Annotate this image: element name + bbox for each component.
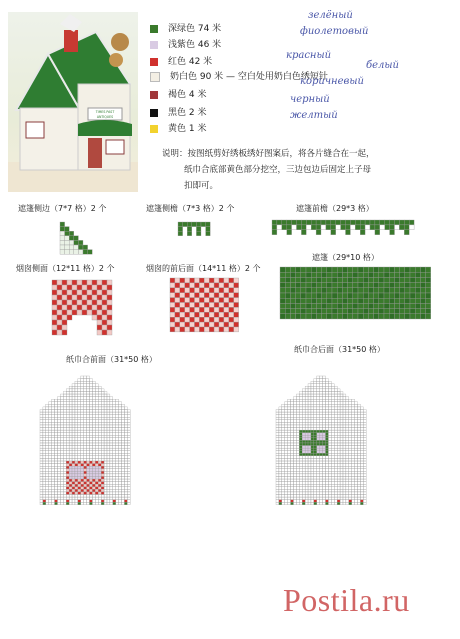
chimney-side-chart	[52, 280, 112, 335]
awning-side-chart	[60, 222, 92, 254]
handwritten-note: желтый	[290, 110, 338, 121]
handwritten-note: фиолетовый	[300, 26, 369, 37]
awning-side-label: 遮篷侧边（7*7 格）2 个	[18, 204, 107, 213]
legend-label: 红色 42 米	[168, 57, 213, 67]
awning-label: 遮篷（29*10 格）	[312, 253, 379, 262]
svg-text:TIMES PAST: TIMES PAST	[95, 110, 115, 114]
handwritten-note: красный	[286, 50, 332, 61]
legend-label: 奶白色 90 米 — 空白处用奶白色绣短针	[170, 72, 328, 82]
handwritten-note: зелёный	[308, 10, 353, 21]
chimney-side-label: 烟囱侧面（12*11 格）2 个	[16, 264, 115, 273]
legend-label: 深绿色 74 米	[168, 24, 222, 34]
awning-front-eave-label: 遮篷前檐（29*3 格）	[296, 204, 374, 213]
legend-label: 褐色 4 米	[168, 90, 207, 100]
chimney-front-back-chart	[170, 278, 239, 332]
handwritten-note: коричневый	[300, 76, 364, 87]
svg-text:ANTIQUES: ANTIQUES	[96, 115, 114, 119]
back-panel-chart	[276, 376, 366, 505]
back-panel-label: 纸巾合后面（31*50 格）	[294, 345, 385, 354]
chimney-front-back-label: 烟囱的前后面（14*11 格）2 个	[146, 264, 261, 273]
handwritten-note: черный	[290, 94, 330, 105]
instructions-line-2: 纸巾合底部黄色部分挖空，三边包边后固定上子母	[184, 165, 372, 175]
watermark: Postila.ru	[283, 582, 410, 618]
instructions-line-3: 扣即可。	[184, 181, 219, 191]
front-panel-chart	[40, 376, 130, 505]
awning-front-eave-chart	[272, 220, 414, 235]
legend-label: 浅紫色 46 米	[168, 40, 222, 50]
legend-label: 黑色 2 米	[168, 108, 207, 118]
legend-label: 黄色 1 米	[168, 124, 207, 134]
instructions-line-1: 说明：按图纸剪好绣板绣好图案后，将各片缝合在一起，	[162, 149, 375, 159]
awning-side-eave-chart	[178, 222, 210, 236]
front-panel-label: 纸巾合前面（31*50 格）	[66, 355, 157, 364]
handwritten-note: белый	[366, 60, 399, 71]
awning-side-eave-label: 遮篷侧檐（7*3 格）2 个	[146, 204, 235, 213]
awning-chart	[280, 267, 431, 319]
